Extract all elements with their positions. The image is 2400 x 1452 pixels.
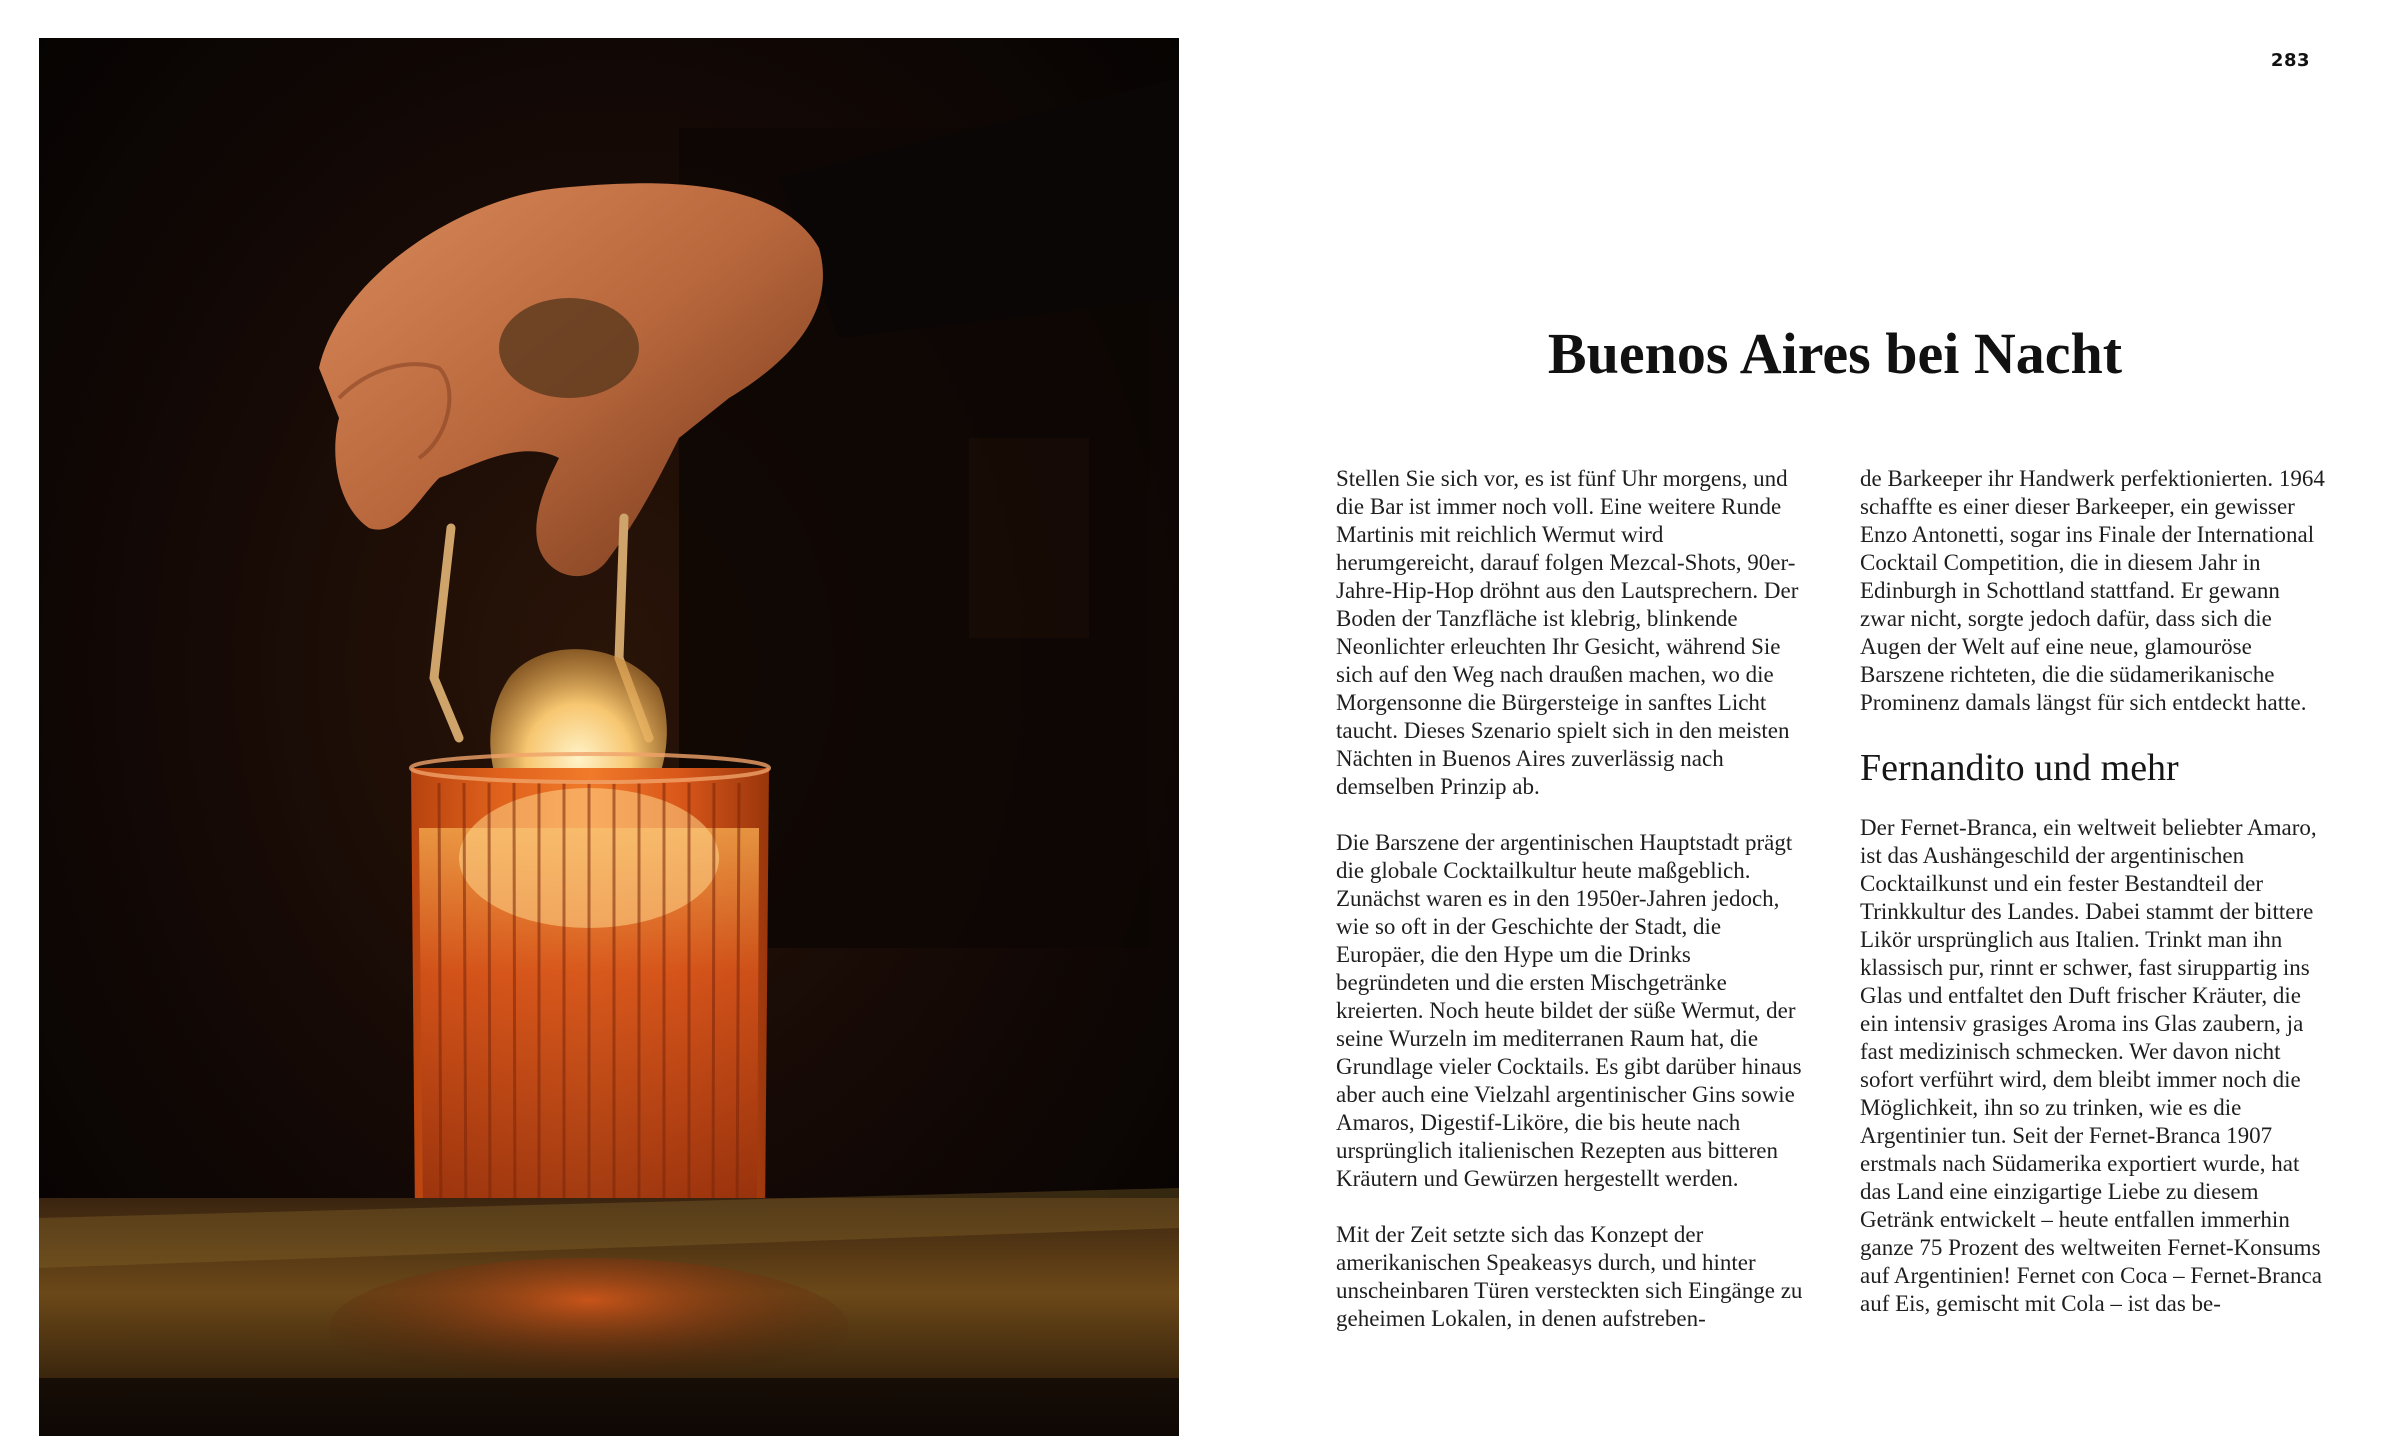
cocktail-photo bbox=[39, 38, 1179, 1436]
text-column-left bbox=[1336, 465, 1806, 1361]
paragraph-4: de Barkeeper ihr Handwerk perfektionierten. 1964 schaffte es einer dieser Barkeeper, ein gewisser Enzo Antonetti, sogar ins Finale der International Cocktail Competition, die in diesem Jahr in Edinburgh in Schottland stattfand. Er gewann zwar nicht, sorgte jedoch dafür, dass sich die Augen der Welt auf eine neue, glamouröse Barszene richteten, die die südamerikanische Prominenz damals längst für sich entdeckt hatte. bbox=[1860, 466, 2325, 715]
paragraph-3: Mit der Zeit setzte sich das Konzept der amerikanischen Speakeasys durch, und hinter unscheinbaren Türen versteckten sich Eingänge zu geheimen Lokalen, in denen aufstreben- bbox=[1336, 1222, 1803, 1331]
text-column-right bbox=[1860, 465, 2330, 1346]
section-subheading: Fernandito und mehr bbox=[1860, 747, 2179, 789]
paragraph-5: Der Fernet-Branca, ein weltweit beliebter Amaro, ist das Aushängeschild der argentinischen Cocktailkunst und ein fester Bestandteil der Trinkkultur des Landes. Dabei stammt der bittere Likör ursprünglich aus Italien. Trinkt man ihn klassisch pur, rinnt er schwer, fast siruppartig ins Glas und entfaltet den Duft frischer Kräuter, die ein intensiv grasiges Aroma ins Glas zaubern, ja fast medizinisch schmecken. Wer davon nicht sofort verführt wird, dem bleibt immer noch die Möglichkeit, ihn so zu trinken, wie es die Argentinier tun. Seit der Fernet-Branca 1907 erstmals nach Südamerika exportiert wurde, hat das Land eine einzigartige Liebe zu diesem Getränk entwickelt – heute entfallen immerhin ganze 75 Prozent des weltweiten Fernet-Konsums auf Argentinien! Fernet con Coca – Fernet-Branca auf Eis, gemischt mit Cola – ist das be- bbox=[1860, 815, 2322, 1316]
paragraph-2: Die Barszene der argentinischen Hauptstadt prägt die globale Cocktailkultur heute maßgeblich. Zunächst waren es in den 1950er-Jahren jedoch, wie so oft in der Geschichte der Stadt, die Europäer, die den Hype um die Drinks begründeten und die ersten Mischgetränke kreierten. Noch heute bildet der süße Wermut, der seine Wurzeln im mediterranen Raum hat, die Grundlage vieler Cocktails. Es gibt darüber hinaus aber auch eine Vielzahl argentinischer Gins sowie Amaros, Digestif-Liköre, die bis heute nach ursprünglich italienischen Rezepten aus bitteren Kräutern und Gewürzen hergestellt werden. bbox=[1336, 830, 1802, 1191]
page-number: 283 bbox=[2270, 50, 2310, 71]
paragraph-1: Stellen Sie sich vor, es ist fünf Uhr morgens, und die Bar ist immer noch voll. Eine weitere Runde Martinis mit reichlich Wermut wird herumgereicht, darauf folgen Mezcal-Shots, 90er-Jahre-Hip-Hop dröhnt aus den Lautsprechern. Der Boden der Tanzfläche ist klebrig, blinkende Neonlichter erleuchten Ihr Gesicht, während Sie sich auf den Weg nach draußen machen, wo die Morgensonne die Bürgersteige in sanftes Licht taucht. Dieses Szenario spielt sich in den meisten Nächten in Buenos Aires zuverlässig nach demselben Prinzip ab. bbox=[1336, 466, 1799, 799]
article-title: Buenos Aires bei Nacht bbox=[1547, 321, 2123, 386]
cocktail-illustration bbox=[39, 38, 1179, 1436]
